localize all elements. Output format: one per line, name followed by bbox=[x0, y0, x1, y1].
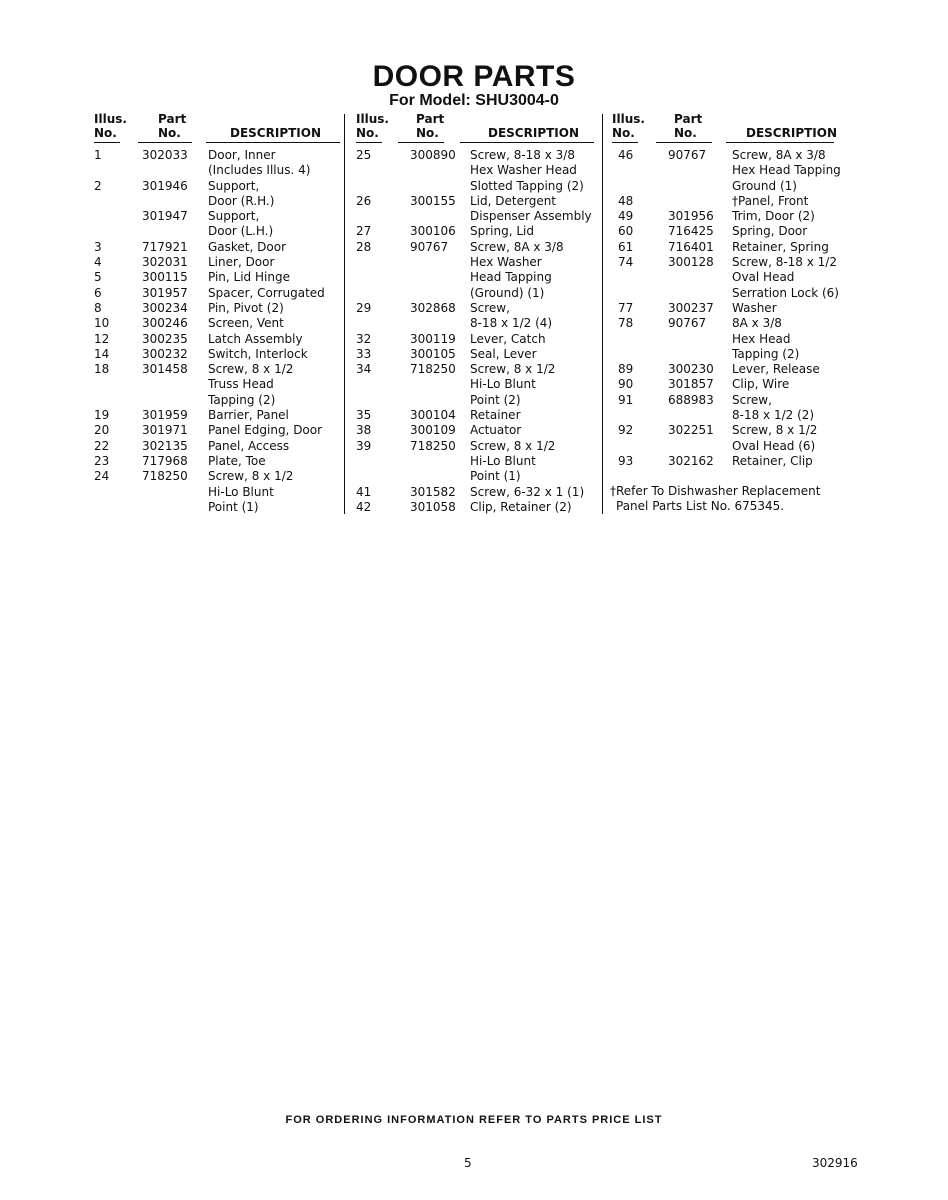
description-header bbox=[488, 126, 579, 140]
header-rule bbox=[356, 142, 382, 143]
part-description: Truss Head bbox=[208, 377, 274, 392]
illus-header-line2: No. bbox=[612, 126, 635, 140]
part-number: 718250 bbox=[410, 438, 456, 453]
part-number: 300105 bbox=[410, 346, 456, 361]
part-description: Screen, Vent bbox=[208, 316, 284, 331]
illus-number: 1 bbox=[94, 148, 102, 162]
part-number: 300119 bbox=[410, 331, 456, 346]
part-number: 90767 bbox=[668, 148, 707, 162]
part-description: Clip, Retainer (2) bbox=[470, 499, 572, 514]
part-description: Slotted Tapping (2) bbox=[470, 178, 584, 193]
part-description: Point (1) bbox=[470, 469, 521, 484]
header-rule bbox=[656, 142, 712, 143]
part-description: Lid, Detergent bbox=[470, 193, 557, 208]
part-description: Door (R.H.) bbox=[208, 193, 275, 208]
part-number: 300246 bbox=[142, 316, 188, 331]
part-description: 8-18 x 1/2 (2) bbox=[732, 408, 815, 423]
description-header bbox=[230, 126, 321, 140]
illus-number: 41 bbox=[356, 484, 372, 499]
illus-number: 46 bbox=[618, 148, 634, 162]
illus-number: 5 bbox=[94, 270, 102, 285]
part-number: 300155 bbox=[410, 193, 456, 208]
illus-number: 74 bbox=[618, 255, 634, 270]
part-description: (Includes Illus. 4) bbox=[208, 163, 311, 178]
part-header bbox=[674, 112, 702, 140]
illus-number: 10 bbox=[94, 316, 110, 331]
part-description: 8-18 x 1/2 (4) bbox=[470, 316, 553, 331]
part-description: Screw, 8 x 1/2 bbox=[470, 438, 556, 453]
part-description: Spring, Lid bbox=[470, 224, 534, 239]
part-description: Retainer, Spring bbox=[732, 239, 829, 254]
part-description: Retainer bbox=[470, 408, 521, 423]
part-description: Screw, 6-32 x 1 (1) bbox=[470, 484, 585, 499]
footnote-line-1: †Refer To Dishwasher Replacement bbox=[610, 484, 821, 498]
header-rule bbox=[612, 142, 638, 143]
illus-header-line2: No. bbox=[94, 126, 117, 140]
part-number: 716401 bbox=[668, 239, 714, 254]
part-header-line1: Part bbox=[158, 112, 187, 126]
part-description: Panel Edging, Door bbox=[208, 423, 323, 438]
illus-number: 26 bbox=[356, 193, 372, 208]
illus-number: 92 bbox=[618, 423, 634, 438]
part-number: 300232 bbox=[142, 346, 188, 361]
part-number: 301857 bbox=[668, 377, 714, 392]
part-description: Clip, Wire bbox=[732, 377, 790, 392]
illus-number: 3 bbox=[94, 239, 102, 254]
part-number: 300128 bbox=[668, 255, 714, 270]
illus-header bbox=[356, 112, 389, 140]
part-description: Door, Inner bbox=[208, 148, 276, 162]
part-number: 300109 bbox=[410, 423, 456, 438]
illus-number: 32 bbox=[356, 331, 372, 346]
illus-number: 22 bbox=[94, 438, 110, 453]
header-rule bbox=[94, 142, 120, 143]
illus-number: 4 bbox=[94, 255, 102, 270]
part-number: 300234 bbox=[142, 300, 188, 315]
part-description: Oval Head (6) bbox=[732, 438, 816, 453]
part-number: 302033 bbox=[142, 148, 188, 162]
illus-number: 42 bbox=[356, 499, 372, 514]
part-description: Barrier, Panel bbox=[208, 408, 289, 423]
part-description: Panel, Access bbox=[208, 438, 290, 453]
part-number: 300890 bbox=[410, 148, 456, 162]
part-description: Screw, 8 x 1/2 bbox=[470, 362, 556, 377]
part-description: Screw, 8 x 1/2 bbox=[208, 362, 294, 377]
part-number: 300230 bbox=[668, 362, 714, 377]
illus-number: 27 bbox=[356, 224, 372, 239]
part-description: Screw, 8-18 x 1/2 bbox=[732, 255, 837, 270]
description-header-label: DESCRIPTION bbox=[746, 126, 838, 140]
part-number: 300115 bbox=[142, 270, 188, 285]
part-description: Dispenser Assembly bbox=[470, 209, 592, 224]
column-divider bbox=[602, 114, 603, 514]
illus-number: 60 bbox=[618, 224, 634, 239]
part-description: Screw, 8A x 3/8 bbox=[732, 148, 826, 162]
illus-number: 33 bbox=[356, 346, 372, 361]
page-title: DOOR PARTS bbox=[372, 60, 576, 93]
part-number: 300235 bbox=[142, 331, 188, 346]
part-header-line2: No. bbox=[416, 126, 439, 140]
part-description: Spring, Door bbox=[732, 224, 808, 239]
illus-header bbox=[612, 112, 645, 140]
part-description: Door (L.H.) bbox=[208, 224, 274, 239]
illus-number: 12 bbox=[94, 331, 110, 346]
page-number: 5 bbox=[464, 1156, 472, 1170]
part-number: 301956 bbox=[668, 209, 714, 224]
part-number: 717921 bbox=[142, 239, 188, 254]
illus-number: 18 bbox=[94, 362, 110, 377]
part-number: 301946 bbox=[142, 178, 188, 193]
illus-number: 28 bbox=[356, 239, 372, 254]
part-number: 302868 bbox=[410, 300, 456, 315]
part-description: Serration Lock (6) bbox=[732, 285, 839, 300]
illus-number: 91 bbox=[618, 392, 634, 407]
footnote bbox=[610, 484, 820, 515]
description-header-label: DESCRIPTION bbox=[488, 126, 580, 140]
part-number: 90767 bbox=[410, 239, 449, 254]
part-number: 717968 bbox=[142, 453, 188, 468]
part-header-line1: Part bbox=[416, 112, 445, 126]
part-description: Spacer, Corrugated bbox=[208, 285, 325, 300]
part-description: Actuator bbox=[470, 423, 522, 438]
part-description: Hex Washer Head bbox=[470, 163, 577, 178]
part-description: Lever, Catch bbox=[470, 331, 546, 346]
part-number: 716425 bbox=[668, 224, 714, 239]
part-description: Oval Head bbox=[732, 270, 795, 285]
illus-number: 24 bbox=[94, 469, 110, 484]
footnote-line-2: Panel Parts List No. 675345. bbox=[616, 499, 785, 514]
part-number: 300106 bbox=[410, 224, 456, 239]
part-number: 301058 bbox=[410, 499, 456, 514]
illus-number: 77 bbox=[618, 300, 634, 315]
part-number: 301458 bbox=[142, 362, 188, 377]
illus-number: 35 bbox=[356, 408, 372, 423]
part-number: 302135 bbox=[142, 438, 188, 453]
part-description: Screw, bbox=[470, 300, 510, 315]
part-description: Lever, Release bbox=[732, 362, 820, 377]
part-description: (Ground) (1) bbox=[470, 285, 545, 300]
illus-number: 20 bbox=[94, 423, 110, 438]
part-description: Screw, 8 x 1/2 bbox=[732, 423, 818, 438]
part-number: 300104 bbox=[410, 408, 456, 423]
part-number: 718250 bbox=[410, 362, 456, 377]
part-header-line2: No. bbox=[674, 126, 697, 140]
illus-number: 93 bbox=[618, 453, 634, 468]
illus-number: 8 bbox=[94, 300, 102, 315]
part-description: Hi-Lo Blunt bbox=[208, 484, 274, 499]
description-header-label: DESCRIPTION bbox=[230, 126, 322, 140]
illus-number: 90 bbox=[618, 377, 634, 392]
part-number: 301582 bbox=[410, 484, 456, 499]
part-header bbox=[416, 112, 444, 140]
part-description: Hi-Lo Blunt bbox=[470, 453, 536, 468]
description-header bbox=[746, 126, 837, 140]
part-description: Hex Washer bbox=[470, 255, 542, 270]
illus-number: 23 bbox=[94, 453, 110, 468]
illus-number: 39 bbox=[356, 438, 372, 453]
illus-header-line1: Illus. bbox=[612, 112, 645, 126]
header-rule bbox=[726, 142, 834, 143]
illus-number: 78 bbox=[618, 316, 634, 331]
part-header bbox=[158, 112, 186, 140]
document-number: 302916 bbox=[812, 1156, 858, 1170]
illus-number: 19 bbox=[94, 408, 110, 423]
model-subtitle: For Model: SHU3004-0 bbox=[389, 92, 559, 109]
illus-number: 14 bbox=[94, 346, 110, 361]
column-divider bbox=[344, 114, 345, 514]
part-description: Support, bbox=[208, 209, 260, 224]
ordering-note: FOR ORDERING INFORMATION REFER TO PARTS PRICE LIST bbox=[285, 1114, 663, 1126]
part-description: Tapping (2) bbox=[208, 392, 276, 407]
part-description: Hi-Lo Blunt bbox=[470, 377, 536, 392]
illus-number: 29 bbox=[356, 300, 372, 315]
part-description: Plate, Toe bbox=[208, 453, 266, 468]
part-description: Retainer, Clip bbox=[732, 453, 813, 468]
illus-number: 25 bbox=[356, 148, 372, 162]
header-rule bbox=[138, 142, 192, 143]
part-description: Screw, 8A x 3/8 bbox=[470, 239, 564, 254]
part-description: Switch, Interlock bbox=[208, 346, 308, 361]
part-number: 301957 bbox=[142, 285, 188, 300]
part-number: 90767 bbox=[668, 316, 707, 331]
part-description: Screw, 8 x 1/2 bbox=[208, 469, 294, 484]
part-description: 8A x 3/8 bbox=[732, 316, 782, 331]
part-header-line1: Part bbox=[674, 112, 703, 126]
part-number: 301947 bbox=[142, 209, 188, 224]
illus-number: 38 bbox=[356, 423, 372, 438]
part-description: Ground (1) bbox=[732, 178, 797, 193]
header-rule bbox=[460, 142, 594, 143]
part-number: 301971 bbox=[142, 423, 188, 438]
illus-number: 34 bbox=[356, 362, 372, 377]
illus-number: 49 bbox=[618, 209, 634, 224]
header-rule bbox=[206, 142, 340, 143]
illus-header bbox=[94, 112, 127, 140]
part-description: Support, bbox=[208, 178, 260, 193]
part-description: Liner, Door bbox=[208, 255, 275, 270]
illus-header-line1: Illus. bbox=[94, 112, 127, 126]
part-description: Pin, Pivot (2) bbox=[208, 300, 284, 315]
part-description: Latch Assembly bbox=[208, 331, 303, 346]
illus-header-line1: Illus. bbox=[356, 112, 389, 126]
part-description: †Panel, Front bbox=[732, 193, 809, 208]
part-number: 718250 bbox=[142, 469, 188, 484]
part-number: 302251 bbox=[668, 423, 714, 438]
part-number: 300237 bbox=[668, 300, 714, 315]
part-header-line2: No. bbox=[158, 126, 181, 140]
part-description: Screw, bbox=[732, 392, 772, 407]
part-description: Gasket, Door bbox=[208, 239, 286, 254]
part-description: Washer bbox=[732, 300, 777, 315]
part-description: Trim, Door (2) bbox=[732, 209, 815, 224]
illus-number: 6 bbox=[94, 285, 102, 300]
illus-number: 61 bbox=[618, 239, 634, 254]
illus-number: 48 bbox=[618, 193, 634, 208]
header-rule bbox=[398, 142, 444, 143]
illus-number: 2 bbox=[94, 178, 102, 193]
illus-header-line2: No. bbox=[356, 126, 379, 140]
part-description: Hex Head bbox=[732, 331, 791, 346]
part-description: Tapping (2) bbox=[732, 346, 800, 361]
part-number: 688983 bbox=[668, 392, 714, 407]
part-description: Pin, Lid Hinge bbox=[208, 270, 290, 285]
part-description: Point (1) bbox=[208, 499, 259, 514]
part-number: 302162 bbox=[668, 453, 714, 468]
part-description: Point (2) bbox=[470, 392, 521, 407]
part-description: Screw, 8-18 x 3/8 bbox=[470, 148, 575, 162]
part-number: 302031 bbox=[142, 255, 188, 270]
part-number: 301959 bbox=[142, 408, 188, 423]
illus-number: 89 bbox=[618, 362, 634, 377]
part-description: Hex Head Tapping bbox=[732, 163, 841, 178]
part-description: Seal, Lever bbox=[470, 346, 537, 361]
part-description: Head Tapping bbox=[470, 270, 552, 285]
